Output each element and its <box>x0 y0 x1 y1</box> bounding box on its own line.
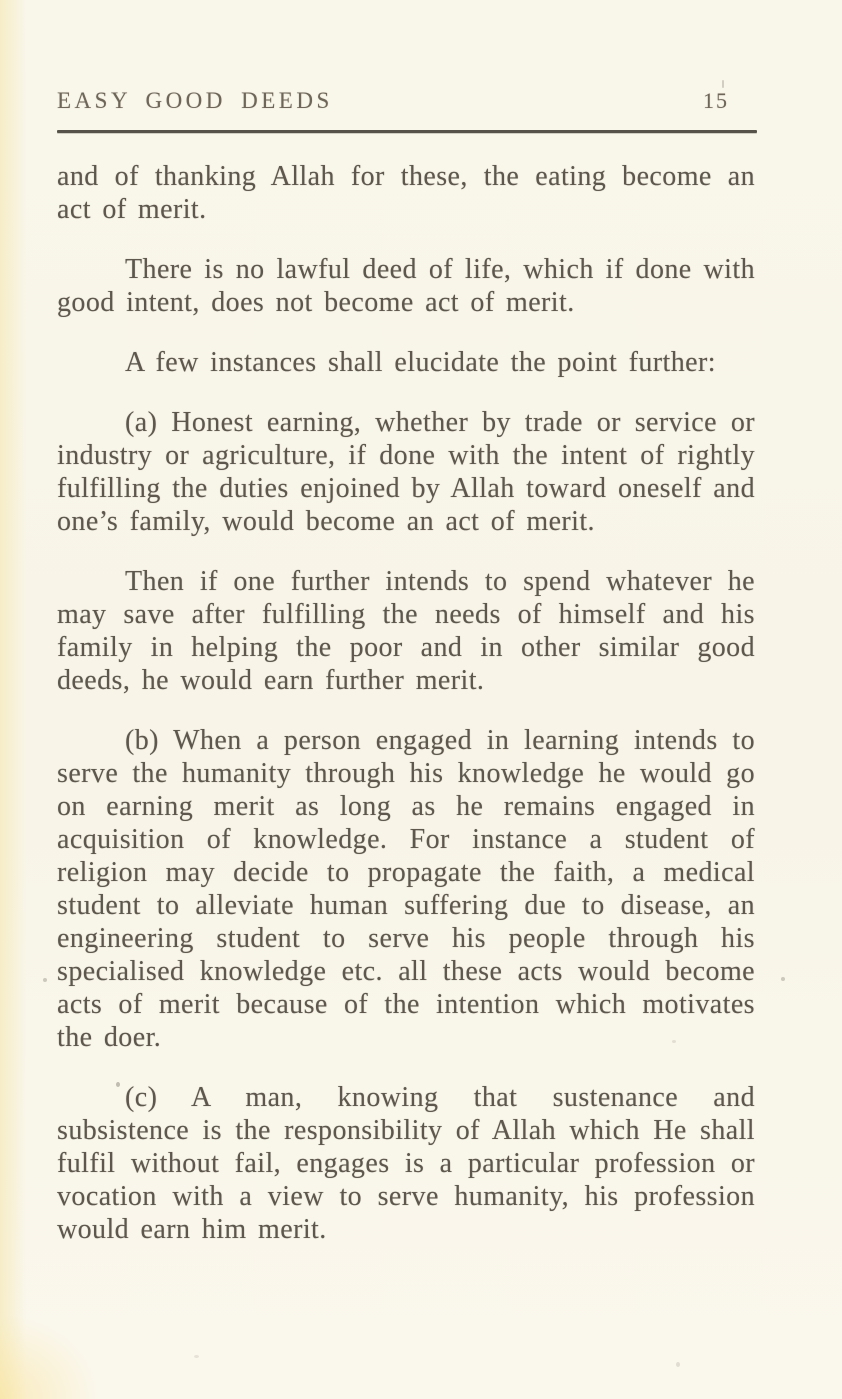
scan-speck <box>672 1040 676 1043</box>
paragraph: There is no lawful deed of life, which if done with good intent, does not become act of merit. <box>57 254 755 318</box>
paragraph: Then if one further intends to spend whatever he may save after fulfilling the needs of himself and his family in helping the poor and in other similar good deeds, he would earn further merit. <box>57 566 755 696</box>
running-title: EASY GOOD DEEDS <box>57 88 333 113</box>
body-text <box>57 160 755 1273</box>
paragraph: (a) Honest earning, whether by trade or service or industry or agriculture, if done with the intent of rightly fulfilling the duties enjoined by Allah toward oneself and one’s family, would become an act of merit. <box>57 407 755 537</box>
page-header <box>57 88 757 114</box>
paragraph: and of thanking Allah for these, the eating become an act of merit. <box>57 161 755 225</box>
paragraph: (b) When a person engaged in learning intends to serve the humanity through his knowledge he would go on earning merit as long as he remains engaged in acquisition of knowledge. For instance a student of religion may decide to propagate the faith, a medical student to alleviate human suffering due to disease, an engineering student to serve his people through his specialised knowledge etc. all these acts would become acts of merit because of the intention which motivates the doer. <box>57 725 755 1053</box>
page-number: 15 <box>703 88 729 113</box>
scan-speck <box>722 80 724 88</box>
scan-speck <box>194 1355 199 1358</box>
paragraph: A few instances shall elucidate the point further: <box>125 347 716 378</box>
header-rule <box>57 130 757 133</box>
scan-speck <box>781 977 785 981</box>
paragraph: (c) A man, knowing that sustenance and subsistence is the responsibility of Allah which He shall fulfil without fail, engages is a particular profession or vocation with a view to serve humanity, his profession would earn him merit. <box>57 1082 755 1245</box>
scan-speck <box>676 1362 680 1367</box>
scan-speck <box>116 1082 120 1087</box>
scan-speck <box>43 978 47 982</box>
